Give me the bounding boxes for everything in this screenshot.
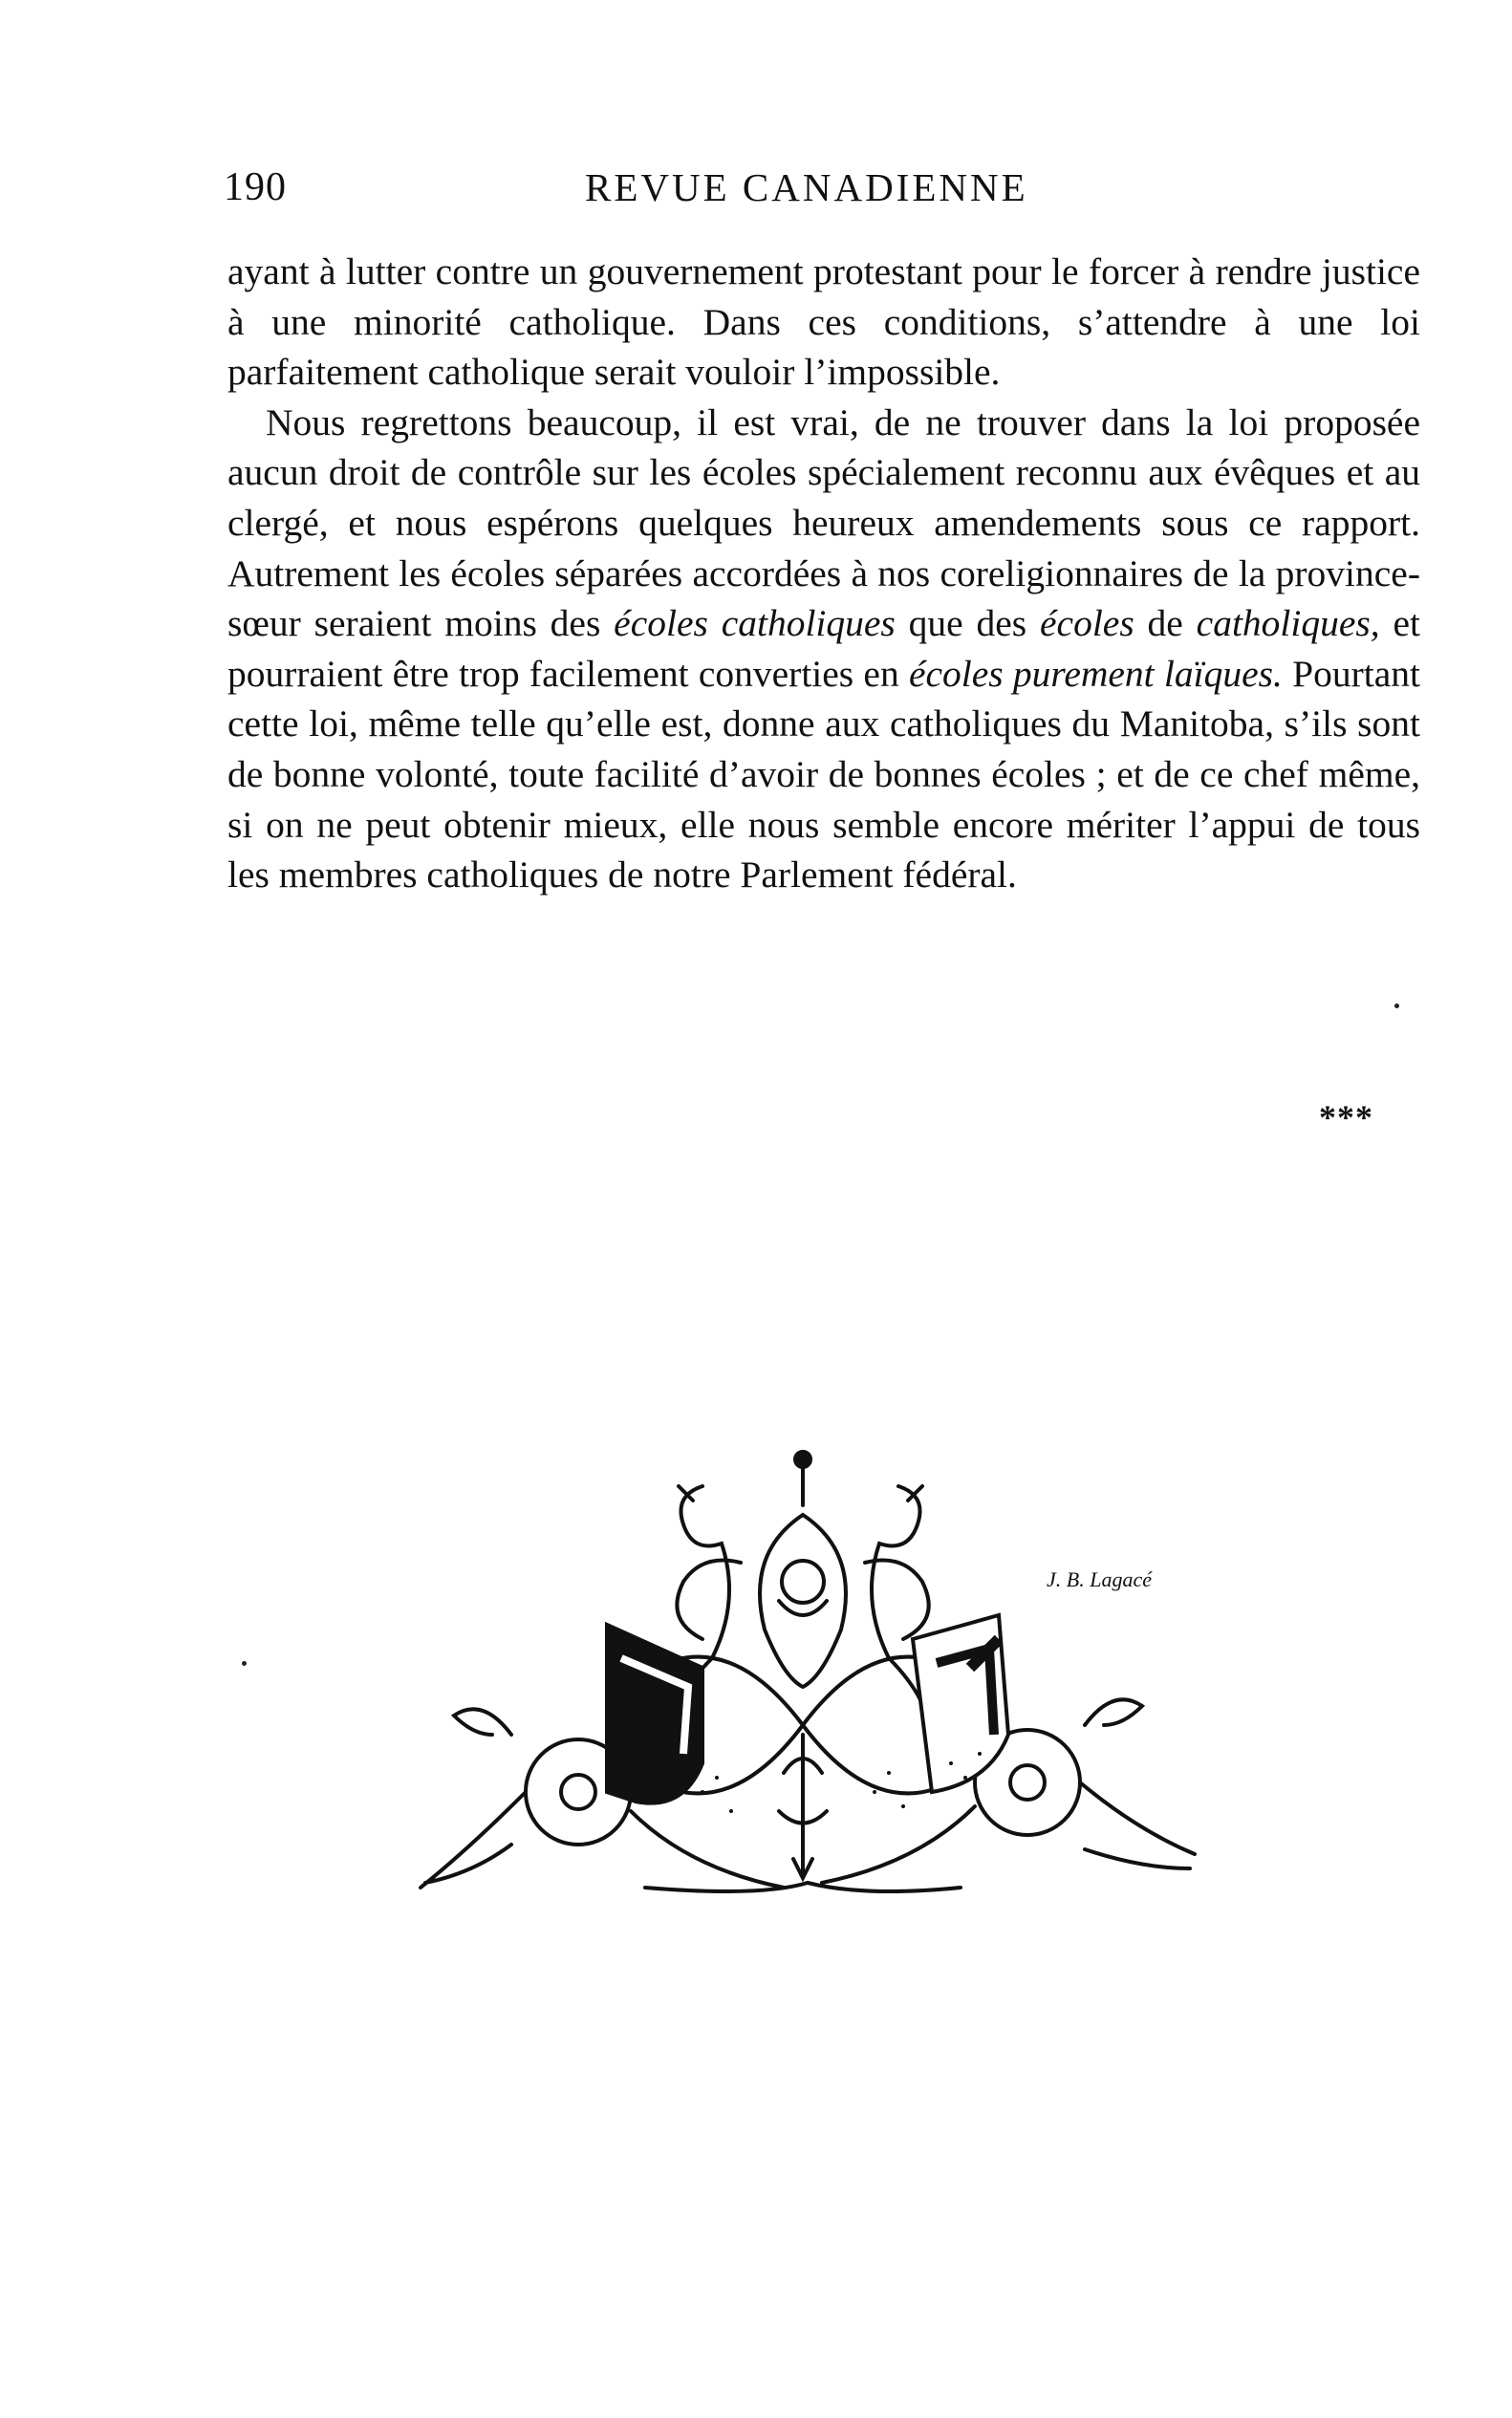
- heraldic-fleuron-icon: [416, 1448, 1257, 1926]
- page-number: 190: [224, 165, 287, 209]
- text-run: Nous regrettons beaucoup, il est vrai, de ne trouver dans la loi proposée aucun droit de contrôle sur les écoles spécialement reconnu aux évêques et au clergé, et nous espérons quelques heureux amendements sous ce rapport. Autrement les écoles séparées accordées à nos coreligionnaires de la province-sœur seraient moins des: [227, 400, 1420, 645]
- italic-text: écoles catholiques: [614, 602, 896, 645]
- running-head: [0, 164, 1512, 222]
- italic-text: écoles purement laïques.: [908, 652, 1283, 695]
- print-speck: [1394, 1004, 1399, 1008]
- journal-title: REVUE CANADIENNE: [585, 165, 1028, 209]
- italic-text: catholiques,: [1196, 602, 1380, 645]
- body-text: [227, 247, 1420, 900]
- engraver-signature: J. B. Lagacé: [1047, 1567, 1152, 1591]
- text-run: Pourtant cette loi, même telle qu’elle est, donne aux catholiques du Manitoba, s’ils sont de bonne volonté, toute facilité d’avoir de bonnes écoles ; et de ce chef même, si on ne peut obtenir mieux, elle nous semble encore mériter l’appui de tous les membres catholiques de notre Parlement fédéral.: [227, 652, 1420, 896]
- text-run: et pourraient être trop facilement converties en: [227, 602, 1420, 695]
- print-speck: [242, 1661, 247, 1666]
- text-run: que des: [895, 602, 1040, 645]
- section-break-asterisks: ***: [1319, 1098, 1373, 1136]
- paragraph: [227, 398, 1420, 900]
- paragraph-continued: ayant à lutter contre un gouvernement protestant pour le forcer à rendre justice à une minorité catholique. Dans ces conditions, s’attendre à une loi parfaitement catholique serait vouloir l’impossible.: [227, 250, 1420, 394]
- text-run: de: [1134, 602, 1197, 645]
- italic-text: écoles: [1040, 602, 1134, 645]
